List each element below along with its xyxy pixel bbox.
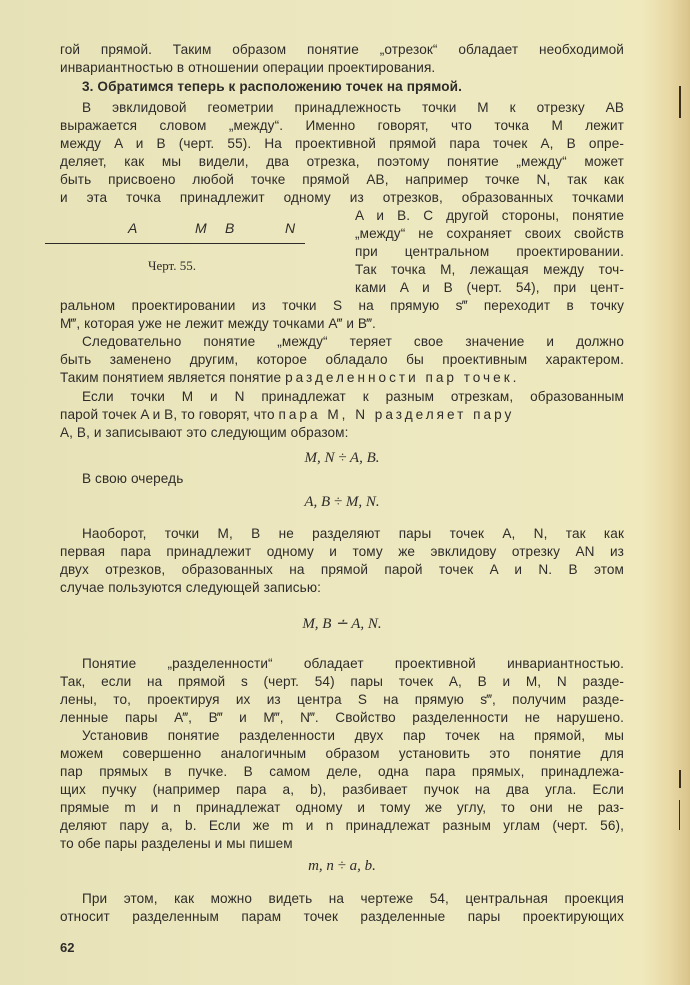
text-line: и эта точка принадлежит одному из отрезков, образованных точками <box>60 190 624 205</box>
text-line: Наоборот, точки M, B не разделяют пары точек A, N, так как <box>82 526 624 541</box>
point-label: M <box>195 220 207 236</box>
page-number: 62 <box>60 940 75 955</box>
text-line: инвариантностью в отношении операции проектирования. <box>60 60 436 75</box>
text-line: A, B, и записывают это следующим образом: <box>60 425 349 440</box>
text-line <box>60 406 624 423</box>
text-line: случае пользуются следующей записью: <box>60 580 321 595</box>
formula: A, B ÷ M, N. <box>304 494 380 510</box>
text-line: M‴, которая уже не лежит между точками A‴ и B‴. <box>60 316 376 331</box>
emphasized-term: разделенности пар точек. <box>285 370 520 385</box>
text-line: ками A и B (черт. 54), при цент- <box>355 280 624 295</box>
text-line: деляют пару a, b. Если же m и n принадлежат разным углам (черт. 56), <box>60 818 624 833</box>
text-line: Следовательно понятие „между“ теряет свое значение и должно <box>82 334 624 349</box>
formula: m, n ÷ a, b. <box>308 858 376 874</box>
text-line: лены, то, проектируя их из центра S на прямую s‴, получим разде- <box>60 692 624 707</box>
text-line: „между“ не сохраняет своих свойств <box>355 226 624 241</box>
text-line: гой прямой. Таким образом понятие „отрезок“ обладает необходимой <box>60 42 624 57</box>
page-edge-mark <box>679 800 680 830</box>
text-line: то обе пары разделены и мы пишем <box>60 836 293 851</box>
text-line: В свою очередь <box>82 471 184 486</box>
text-line: При этом, как можно видеть на чертеже 54, центральная проекция <box>82 891 624 906</box>
text-line: A и B. С другой стороны, понятие <box>355 208 624 223</box>
text-line: пар прямых в пучке. В самом деле, одна пара прямых, принадлежа- <box>60 764 624 779</box>
text-line: первая пара принадлежит одному и тому же эвклидову отрезку AN из <box>60 544 624 559</box>
text-line: быть заменено другим, которое обладало бы проективным характером. <box>60 352 624 367</box>
text-line: прямые m и n принадлежат одному и тому же углу, то они не раз- <box>60 800 624 815</box>
text-line: относит разделенным парам точек разделенные пары проектирующих <box>60 909 624 924</box>
emphasized-term: пара M, N разделяет пару <box>278 407 515 422</box>
text-line: Понятие „разделенности“ обладает проективной инвариантностью. <box>82 656 624 671</box>
text-line: В эвклидовой геометрии принадлежность точки M к отрезку AB <box>82 100 624 115</box>
text-line: ральном проектировании из точки S на прямую s‴ переходит в точку <box>60 298 624 313</box>
book-page <box>60 0 624 985</box>
text-span: Таким понятием является понятие <box>60 370 282 385</box>
text-span: парой точек A и B, то говорят, что <box>60 407 275 422</box>
text-line: можем совершенно аналогичным образом установить это понятие для <box>60 746 624 761</box>
section-heading: 3. Обратимся теперь к расположению точек на прямой. <box>82 79 462 94</box>
text-line: двух отрезков, образованных на прямой парой точек A и N. В этом <box>60 562 624 577</box>
text-line: быть присвоено любой точке прямой AB, например точке N, так как <box>60 172 624 187</box>
line-segment <box>45 243 305 244</box>
page-edge-mark <box>679 86 681 118</box>
text-line: при центральном проектировании. <box>355 244 624 259</box>
text-line: деляет, как мы видели, два отрезка, поэтому понятие „между“ может <box>60 154 624 169</box>
text-line: Так, если на прямой s (черт. 54) пары точек A, B и M, N разде- <box>60 674 624 689</box>
text-line: Если точки M и N принадлежат к разным отрезкам, образованным <box>82 389 624 404</box>
point-label: A <box>128 220 138 236</box>
formula: M, N ÷ A, B. <box>304 450 380 466</box>
text-line: между A и B (черт. 55). На проективной прямой пара точек A, B опре- <box>60 136 624 151</box>
text-line <box>60 369 624 386</box>
page-edge-mark <box>679 770 681 788</box>
point-label: B <box>225 220 235 236</box>
text-line: ленные пары A‴, B‴ и M‴, N‴. Свойство разделенности не нарушено. <box>60 710 624 725</box>
formula: M, B ∸ A, N. <box>302 616 382 632</box>
text-line: Установив понятие разделенности двух пар точек на прямой, мы <box>82 728 624 743</box>
text-line: Так точка M, лежащая между точ- <box>355 262 624 277</box>
point-label: N <box>285 220 296 236</box>
text-line: выражается словом „между“. Именно говорят, что точка M лежит <box>60 118 624 133</box>
text-line: щих пучку (например пара a, b), разбивает пучок на два угла. Если <box>60 782 624 797</box>
figure-caption: Черт. 55. <box>148 258 197 273</box>
